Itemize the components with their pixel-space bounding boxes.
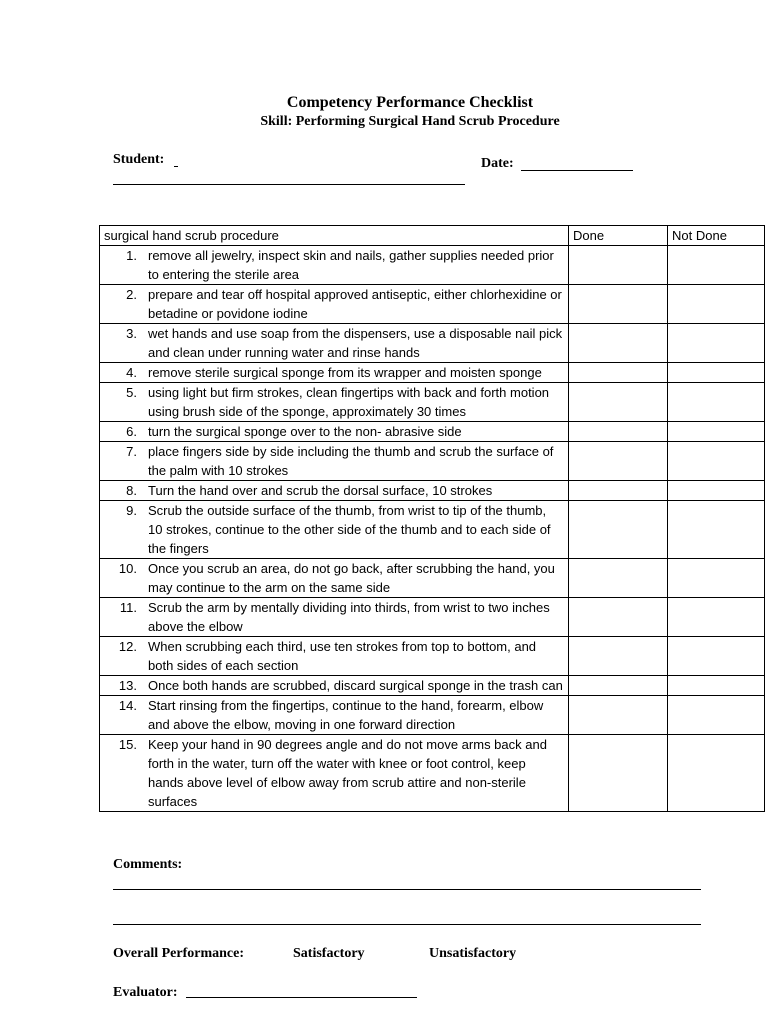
table-row <box>100 481 765 501</box>
not-done-checkbox-cell[interactable] <box>668 246 765 285</box>
not-done-checkbox-cell[interactable] <box>668 559 765 598</box>
step-cell <box>100 422 569 442</box>
step-number: 13. <box>118 678 137 693</box>
step-cell <box>100 501 569 559</box>
table-row <box>100 324 765 363</box>
table-row <box>100 246 765 285</box>
table-row <box>100 442 765 481</box>
step-cell <box>100 735 569 812</box>
student-name-blank[interactable] <box>113 184 465 185</box>
not-done-checkbox-cell[interactable] <box>668 383 765 422</box>
step-number: 9. <box>126 503 137 518</box>
table-row <box>100 676 765 696</box>
not-done-checkbox-cell[interactable] <box>668 422 765 442</box>
table-row <box>100 735 765 812</box>
done-checkbox-cell[interactable] <box>569 637 668 676</box>
checklist-table <box>99 225 765 812</box>
not-done-checkbox-cell[interactable] <box>668 481 765 501</box>
done-checkbox-cell[interactable] <box>569 324 668 363</box>
step-number: 15. <box>118 737 137 752</box>
not-done-checkbox-cell[interactable] <box>668 696 765 735</box>
step-text: Scrub the outside surface of the thumb, from wrist to tip of the thumb, 10 strokes, continue to the other side of the thumb and to each side of the fingers <box>148 503 551 556</box>
step-cell <box>100 383 569 422</box>
header-not-done: Not Done <box>668 226 765 246</box>
not-done-checkbox-cell[interactable] <box>668 735 765 812</box>
done-checkbox-cell[interactable] <box>569 598 668 637</box>
document-title: Competency Performance Checklist <box>286 94 534 111</box>
step-cell <box>100 598 569 637</box>
not-done-checkbox-cell[interactable] <box>668 324 765 363</box>
step-number: 5. <box>126 385 137 400</box>
step-text: using light but firm strokes, clean fingertips with back and forth motion using brush side of the sponge, approximately 30 times <box>148 385 550 419</box>
done-checkbox-cell[interactable] <box>569 501 668 559</box>
date-blank[interactable] <box>521 170 633 171</box>
step-number: 6. <box>126 424 137 439</box>
step-cell <box>100 285 569 324</box>
table-row <box>100 559 765 598</box>
document-subtitle: Skill: Performing Surgical Hand Scrub Procedure <box>260 114 560 129</box>
step-text: Turn the hand over and scrub the dorsal surface, 10 strokes <box>148 483 493 498</box>
step-cell <box>100 637 569 676</box>
done-checkbox-cell[interactable] <box>569 246 668 285</box>
done-checkbox-cell[interactable] <box>569 676 668 696</box>
not-done-checkbox-cell[interactable] <box>668 363 765 383</box>
step-text: wet hands and use soap from the dispensers, use a disposable nail pick and clean under running water and rinse hands <box>148 326 563 360</box>
step-number: 8. <box>126 483 137 498</box>
evaluator-label: Evaluator: <box>113 985 178 1000</box>
student-label: Student: <box>113 152 165 167</box>
done-checkbox-cell[interactable] <box>569 735 668 812</box>
done-checkbox-cell[interactable] <box>569 363 668 383</box>
table-row <box>100 598 765 637</box>
step-number: 11. <box>119 600 137 615</box>
table-row <box>100 422 765 442</box>
step-text: Scrub the arm by mentally dividing into thirds, from wrist to two inches above the elbow <box>148 600 550 634</box>
comment-blank-2[interactable] <box>113 924 701 925</box>
step-cell <box>100 442 569 481</box>
table-row <box>100 696 765 735</box>
evaluator-blank[interactable] <box>186 997 417 998</box>
unsatisfactory-option[interactable]: Unsatisfactory <box>429 946 517 961</box>
header-procedure: surgical hand scrub procedure <box>100 226 569 246</box>
step-number: 1. <box>126 248 137 263</box>
step-cell <box>100 696 569 735</box>
step-text: remove sterile surgical sponge from its wrapper and moisten sponge <box>148 365 542 380</box>
step-cell <box>100 363 569 383</box>
done-checkbox-cell[interactable] <box>569 422 668 442</box>
comments-label: Comments: <box>113 857 183 872</box>
not-done-checkbox-cell[interactable] <box>668 637 765 676</box>
step-cell <box>100 559 569 598</box>
student-name-blank-short[interactable] <box>174 166 178 167</box>
step-number: 7. <box>126 444 137 459</box>
satisfactory-option[interactable]: Satisfactory <box>293 946 365 961</box>
not-done-checkbox-cell[interactable] <box>668 598 765 637</box>
step-cell <box>100 676 569 696</box>
step-cell <box>100 246 569 285</box>
table-row <box>100 383 765 422</box>
step-text: prepare and tear off hospital approved antiseptic, either chlorhexidine or betadine or povidone iodine <box>148 287 562 321</box>
step-text: turn the surgical sponge over to the non- abrasive side <box>148 424 462 439</box>
header-done: Done <box>569 226 668 246</box>
step-text: place fingers side by side including the thumb and scrub the surface of the palm with 10 strokes <box>148 444 554 478</box>
table-row <box>100 501 765 559</box>
table-row <box>100 637 765 676</box>
date-label: Date: <box>481 156 514 171</box>
comment-blank-1[interactable] <box>113 889 701 890</box>
step-number: 14. <box>118 698 137 713</box>
step-number: 2. <box>126 287 137 302</box>
step-text: When scrubbing each third, use ten strokes from top to bottom, and both sides of each section <box>148 639 537 673</box>
step-text: remove all jewelry, inspect skin and nails, gather supplies needed prior to entering the sterile area <box>148 248 554 282</box>
done-checkbox-cell[interactable] <box>569 559 668 598</box>
not-done-checkbox-cell[interactable] <box>668 442 765 481</box>
not-done-checkbox-cell[interactable] <box>668 501 765 559</box>
done-checkbox-cell[interactable] <box>569 442 668 481</box>
step-text: Once you scrub an area, do not go back, after scrubbing the hand, you may continue to the arm on the same side <box>148 561 555 595</box>
step-number: 12. <box>118 639 137 654</box>
done-checkbox-cell[interactable] <box>569 383 668 422</box>
overall-performance-label: Overall Performance: <box>113 946 244 961</box>
not-done-checkbox-cell[interactable] <box>668 285 765 324</box>
step-text: Keep your hand in 90 degrees angle and do not move arms back and forth in the water, turn off the water with knee or foot control, keep hands above level of elbow away from scrub attire and non-sterile surfaces <box>148 737 547 809</box>
step-number: 4. <box>126 365 137 380</box>
step-text: Start rinsing from the fingertips, continue to the hand, forearm, elbow and above the elbow, moving in one forward direction <box>148 698 544 732</box>
done-checkbox-cell[interactable] <box>569 481 668 501</box>
done-checkbox-cell[interactable] <box>569 285 668 324</box>
step-cell <box>100 481 569 501</box>
step-number: 3. <box>126 326 137 341</box>
not-done-checkbox-cell[interactable] <box>668 676 765 696</box>
done-checkbox-cell[interactable] <box>569 696 668 735</box>
step-number: 10. <box>118 561 137 576</box>
step-cell <box>100 324 569 363</box>
table-row <box>100 363 765 383</box>
table-header-row <box>100 226 765 246</box>
step-text: Once both hands are scrubbed, discard surgical sponge in the trash can <box>148 678 563 693</box>
table-row <box>100 285 765 324</box>
